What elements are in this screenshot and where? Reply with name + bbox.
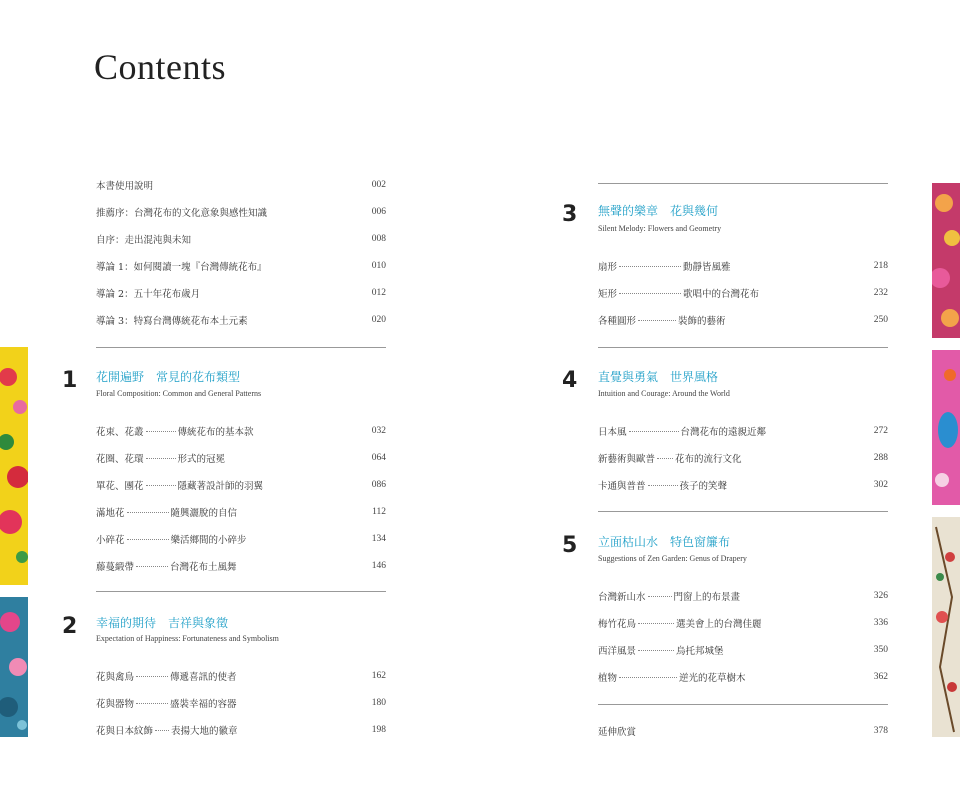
toc-entry[interactable]: 導論 1：如何閱讀一塊『台灣傳統花布』 010 bbox=[96, 261, 386, 273]
page-number: 218 bbox=[873, 261, 888, 271]
toc-entry[interactable]: 台灣新山水 門窗上的布景畫 326 bbox=[598, 591, 888, 603]
page-number: 008 bbox=[371, 234, 386, 244]
page-number: 020 bbox=[371, 315, 386, 325]
page-number: 012 bbox=[371, 288, 386, 298]
chapter-subtitle: Expectation of Happiness: Fortunateness and Symbolism bbox=[96, 634, 279, 643]
toc-entry[interactable]: 日本風 台灣花布的遠親近鄰 272 bbox=[598, 426, 888, 438]
chapter-subtitle: Intuition and Courage: Around the World bbox=[598, 389, 730, 398]
page-title: Contents bbox=[94, 47, 227, 87]
page-number: 232 bbox=[873, 288, 888, 298]
fabric-strip-right-middle bbox=[932, 350, 960, 505]
page-number: 362 bbox=[873, 672, 888, 682]
toc-entry[interactable]: 單花、團花 隱藏著設計師的羽翼 086 bbox=[96, 480, 386, 492]
toc-entry[interactable]: 扇形 動靜皆風雅 218 bbox=[598, 261, 888, 273]
toc-entry[interactable]: 藤蔓緞帶 台灣花布土風舞 146 bbox=[96, 561, 386, 573]
toc-entry[interactable]: 新藝術與歐普 花布的流行文化 288 bbox=[598, 453, 888, 465]
divider bbox=[96, 591, 386, 592]
toc-entry[interactable]: 導論 3：特寫台灣傳統花布本土元素 020 bbox=[96, 315, 386, 327]
page-number: 250 bbox=[873, 315, 888, 325]
divider bbox=[598, 183, 888, 184]
chapter-title[interactable]: 幸福的期待 吉祥與象徵 bbox=[96, 616, 229, 630]
page-number: 112 bbox=[372, 507, 386, 517]
toc-entry[interactable]: 延伸欣賞 378 bbox=[598, 726, 888, 738]
toc-entry[interactable]: 推薦序：台灣花布的文化意象與感性知識 006 bbox=[96, 207, 386, 219]
page-number: 336 bbox=[873, 618, 888, 628]
page-number: 006 bbox=[371, 207, 386, 217]
toc-entry[interactable]: 本書使用說明 002 bbox=[96, 180, 386, 192]
toc-entry[interactable]: 導論 2：五十年花布歲月 012 bbox=[96, 288, 386, 300]
toc-entry[interactable]: 西洋風景 烏托邦城堡 350 bbox=[598, 645, 888, 657]
page-number: 002 bbox=[371, 180, 386, 190]
toc-entry[interactable]: 花與禽鳥 傳遞喜訊的使者 162 bbox=[96, 671, 386, 683]
page-number: 134 bbox=[371, 534, 386, 544]
toc-entry[interactable]: 花與日本紋飾 表揚大地的徽章 198 bbox=[96, 725, 386, 737]
fabric-strip-left-top bbox=[0, 347, 28, 585]
chapter-subtitle: Silent Melody: Flowers and Geometry bbox=[598, 224, 722, 233]
page-number: 162 bbox=[371, 671, 386, 681]
divider bbox=[598, 704, 888, 705]
toc-entry[interactable]: 花圈、花環 形式的冠冕 064 bbox=[96, 453, 386, 465]
chapter-title[interactable]: 花開遍野 常見的花布類型 bbox=[96, 370, 241, 384]
toc-entry[interactable]: 花束、花叢 傳統花布的基本款 032 bbox=[96, 426, 386, 438]
toc-entry[interactable]: 植物 逆光的花草樹木 362 bbox=[598, 672, 888, 684]
toc-right-column bbox=[562, 0, 888, 800]
chapter-title[interactable]: 無聲的樂章 花與幾何 bbox=[598, 204, 719, 218]
divider bbox=[598, 511, 888, 512]
page-number: 326 bbox=[873, 591, 888, 601]
chapter-number: 2 bbox=[62, 614, 78, 639]
page-number: 198 bbox=[371, 725, 386, 735]
chapter-number: 1 bbox=[62, 368, 78, 393]
page-number: 378 bbox=[873, 726, 888, 736]
divider bbox=[598, 347, 888, 348]
chapter-title[interactable]: 立面枯山水 特色窗簾布 bbox=[598, 535, 731, 549]
page-number: 302 bbox=[873, 480, 888, 490]
page-number: 146 bbox=[371, 561, 386, 571]
chapter-subtitle: Suggestions of Zen Garden: Genus of Drapery bbox=[598, 554, 747, 563]
toc-entry[interactable]: 矩形 歌唱中的台灣花布 232 bbox=[598, 288, 888, 300]
page-number: 064 bbox=[371, 453, 386, 463]
fabric-strip-right-bottom bbox=[932, 517, 960, 737]
toc-entry[interactable]: 花與器物 盛裝幸福的容器 180 bbox=[96, 698, 386, 710]
toc-entry[interactable]: 梅竹花鳥 選美會上的台灣佳麗 336 bbox=[598, 618, 888, 630]
chapter-number: 5 bbox=[562, 533, 578, 558]
toc-entry[interactable]: 自序：走出混沌與未知 008 bbox=[96, 234, 386, 246]
toc-entry[interactable]: 滿地花 隨興灑脫的自信 112 bbox=[96, 507, 386, 519]
toc-entry[interactable]: 各種圓形 裝飾的藝術 250 bbox=[598, 315, 888, 327]
page-number: 350 bbox=[873, 645, 888, 655]
page-number: 086 bbox=[371, 480, 386, 490]
toc-entry[interactable]: 卡通與普普 孩子的笑聲 302 bbox=[598, 480, 888, 492]
toc-left-column bbox=[62, 0, 386, 800]
page-number: 272 bbox=[873, 426, 888, 436]
chapter-title[interactable]: 直覺與勇氣 世界風格 bbox=[598, 370, 719, 384]
page-number: 288 bbox=[873, 453, 888, 463]
fabric-strip-left-bottom bbox=[0, 597, 28, 737]
toc-entry[interactable]: 小碎花 樂活鄉間的小碎步 134 bbox=[96, 534, 386, 546]
page-number: 180 bbox=[371, 698, 386, 708]
fabric-strip-right-top bbox=[932, 183, 960, 338]
page-number: 010 bbox=[371, 261, 386, 271]
divider bbox=[96, 347, 386, 348]
page-number: 032 bbox=[371, 426, 386, 436]
chapter-subtitle: Floral Composition: Common and General Patterns bbox=[96, 389, 262, 398]
chapter-number: 4 bbox=[562, 368, 578, 393]
chapter-number: 3 bbox=[562, 202, 578, 227]
